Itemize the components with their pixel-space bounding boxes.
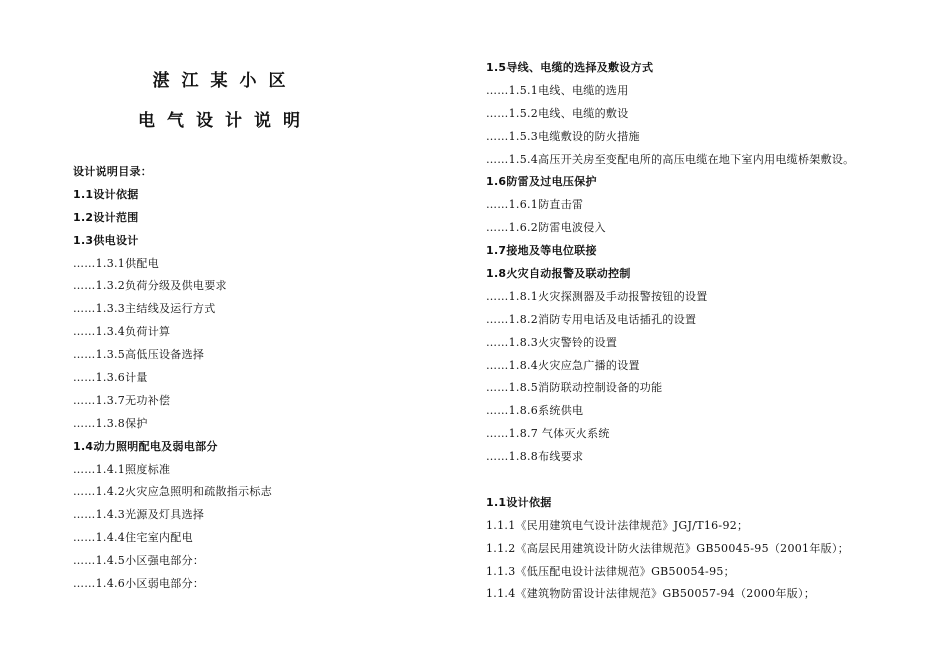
toc-entry: ……1.3.1供配电 bbox=[73, 256, 159, 270]
toc-entry: ……1.3.8保护 bbox=[73, 416, 148, 430]
toc-entry: ……1.4.5小区强电部分： bbox=[73, 554, 205, 568]
toc-entry: ……1.8.4火灾应急广播的设置 bbox=[486, 358, 640, 372]
document-title-line2: 电气设计说明 bbox=[138, 111, 312, 131]
toc-entry: 1.1.1《民用建筑电气设计法律规范》JGJ/T16-92； bbox=[486, 518, 749, 532]
toc-entry: ……1.8.2消防专用电话及电话插孔的设置 bbox=[486, 312, 697, 326]
toc-entry: ……1.5.4高压开关房至变配电所的高压电缆在地下室内用电缆桥架敷设。 bbox=[486, 152, 855, 166]
section-heading: 设计说明目录： bbox=[73, 165, 153, 178]
document-title-line1: 湛江某小区 bbox=[152, 71, 298, 91]
toc-entry: ……1.3.3主结线及运行方式 bbox=[73, 302, 216, 316]
toc-entry: ……1.4.1照度标准 bbox=[73, 462, 171, 476]
toc-entry: ……1.4.6小区弱电部分： bbox=[73, 577, 205, 591]
toc-entry: ……1.3.6计量 bbox=[73, 371, 148, 385]
toc-entry: 1.1.3《低压配电设计法律规范》GB50054-95； bbox=[486, 564, 735, 578]
section-heading: 1.3供电设计 bbox=[73, 233, 139, 247]
toc-entry: ……1.4.2火灾应急照明和疏散指示标志 bbox=[73, 485, 272, 499]
section-heading: 1.1设计依据 bbox=[73, 187, 139, 201]
toc-entry: ……1.3.7无功补偿 bbox=[73, 393, 171, 407]
toc-entry: ……1.5.1电线、电缆的选用 bbox=[486, 83, 629, 97]
section-heading: 1.7接地及等电位联接 bbox=[486, 244, 597, 258]
toc-entry: ……1.4.3光源及灯具选择 bbox=[73, 508, 205, 522]
toc-entry: ……1.8.7 气体灭火系统 bbox=[486, 427, 610, 441]
toc-entry: ……1.8.5消防联动控制设备的功能 bbox=[486, 381, 663, 395]
section-heading: 1.8火灾自动报警及联动控制 bbox=[486, 267, 631, 281]
toc-entry: 1.1.2《高层民用建筑设计防火法律规范》GB50045-95（2001年版）； bbox=[486, 541, 850, 555]
toc-entry: ……1.8.8布线要求 bbox=[486, 450, 584, 464]
spacer bbox=[486, 469, 855, 492]
toc-entry: ……1.5.3电缆敷设的防火措施 bbox=[486, 129, 640, 143]
toc-entry: ……1.8.3火灾警铃的设置 bbox=[486, 335, 618, 349]
toc-entry: ……1.3.2负荷分级及供电要求 bbox=[73, 279, 227, 293]
toc-entry: 1.1.4《建筑物防雷设计法律规范》GB50057-94（2000年版）； bbox=[486, 587, 816, 601]
toc-right-column bbox=[486, 57, 855, 606]
section-heading: 1.6防雷及过电压保护 bbox=[486, 175, 597, 189]
toc-entry: ……1.3.4负荷计算 bbox=[73, 325, 171, 339]
section-heading: 1.5导线、电缆的选择及敷设方式 bbox=[486, 61, 654, 74]
toc-entry: ……1.6.2防雷电波侵入 bbox=[486, 221, 606, 235]
toc-entry: ……1.6.1防直击雷 bbox=[486, 198, 584, 212]
section-heading: 1.2设计范围 bbox=[73, 210, 139, 224]
toc-entry: ……1.4.4住宅室内配电 bbox=[73, 531, 193, 545]
toc-entry: ……1.5.2电线、电缆的敷设 bbox=[486, 106, 629, 120]
toc-entry: ……1.8.1火灾探测器及手动报警按钮的设置 bbox=[486, 289, 708, 303]
section-heading: 1.1设计依据 bbox=[486, 495, 552, 509]
section-heading: 1.4动力照明配电及弱电部分 bbox=[73, 439, 218, 453]
toc-left-column bbox=[73, 161, 272, 596]
toc-entry: ……1.3.5高低压设备选择 bbox=[73, 348, 205, 362]
toc-entry: ……1.8.6系统供电 bbox=[486, 404, 584, 418]
